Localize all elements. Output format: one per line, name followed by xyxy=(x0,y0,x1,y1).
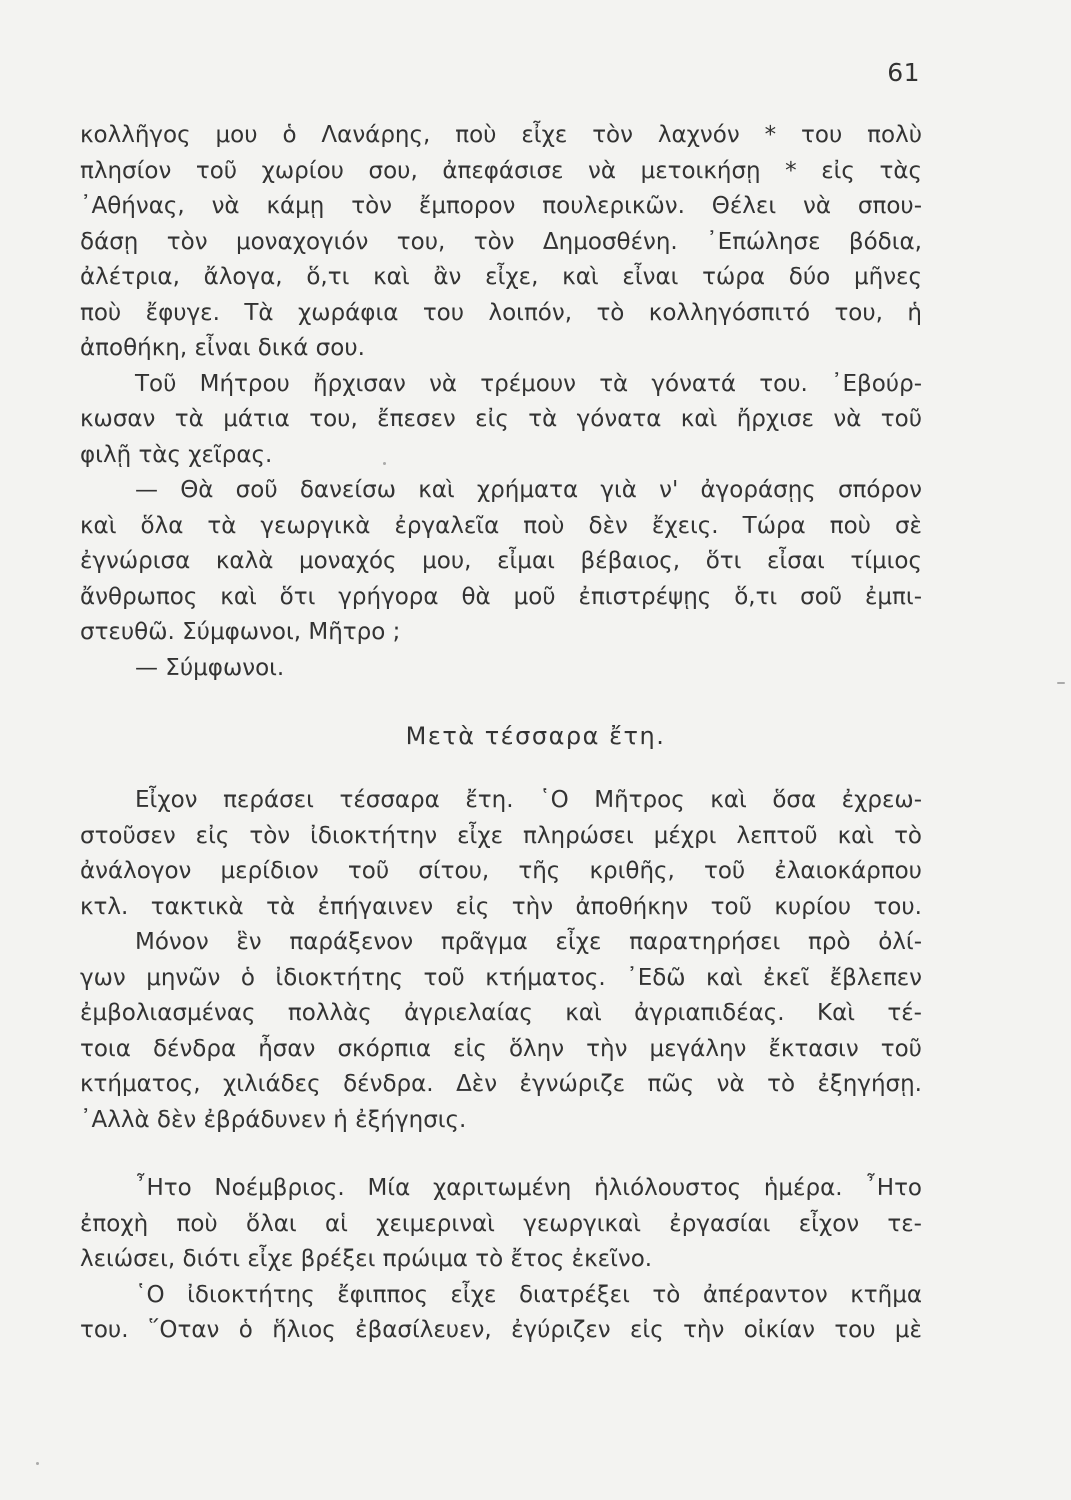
text-line: λειώσει, διότι εἶχε βρέξει πρώιμα τὸ ἔτος ἐκεῖνο. xyxy=(80,1246,653,1272)
text-line: κτήματος, χιλιάδες δένδρα. Δὲν ἐγνώριζε πῶς νὰ τὸ ἐξηγήσῃ. xyxy=(80,1071,922,1097)
text-line: φιλῇ τὰς χεῖρας. xyxy=(80,441,273,468)
text-block-dialogue xyxy=(80,118,922,686)
text-line: ἄνθρωπος καὶ ὅτι γρήγορα θὰ μοῦ ἐπιστρέψῃς ὅ,τι σοῦ ἐμπι- xyxy=(80,583,922,610)
text-block-november xyxy=(80,1171,922,1349)
text-line: κολλῆγος μου ὁ Λανάρης, ποὺ εἶχε τὸν λαχνόν * του πολὺ xyxy=(80,122,922,148)
text-line: του. ῞Οταν ὁ ἥλιος ἐβασίλευεν, ἐγύριζεν εἰς τὴν οἰκίαν του μὲ xyxy=(80,1317,922,1343)
text-line: ἀλέτρια, ἄλογα, ὅ,τι καὶ ἂν εἶχε, καὶ εἶναι τώρα δύο μῆνες xyxy=(80,264,922,290)
text-line: ἐποχὴ ποὺ ὅλαι αἱ χειμεριναὶ γεωργικαὶ ἐργασίαι εἶχον τε- xyxy=(80,1210,922,1237)
text-line: τοια δένδρα ἦσαν σκόρπια εἰς ὅλην τὴν μεγάλην ἔκτασιν τοῦ xyxy=(80,1035,922,1062)
text-block-four-years xyxy=(80,783,922,1138)
text-line: Μόνον ἓν παράξενον πρᾶγμα εἶχε παρατηρήσει πρὸ ὀλί- xyxy=(135,929,922,955)
text-line: δάσῃ τὸν μοναχογιόν του, τὸν Δημοσθένη. ᾿Επώλησε βόδια, xyxy=(80,228,922,255)
text-line: Τοῦ Μήτρου ἤρχισαν νὰ τρέμουν τὰ γόνατά του. ᾿Εβούρ- xyxy=(135,370,922,397)
text-line: καὶ ὅλα τὰ γεωργικὰ ἐργαλεῖα ποὺ δὲν ἔχεις. Τώρα ποὺ σὲ xyxy=(80,512,922,539)
text-line: Εἶχον περάσει τέσσαρα ἔτη. ῾Ο Μῆτρος καὶ ὅσα ἐχρεω- xyxy=(135,787,922,813)
text-line: ἐγνώρισα καλὰ μοναχός μου, εἶμαι βέβαιος, ὅτι εἶσαι τίμιος xyxy=(80,548,922,574)
text-line: ῾Ο ἰδιοκτήτης ἔφιππος εἶχε διατρέξει τὸ ἀπέραντον κτῆμα xyxy=(135,1281,922,1308)
text-line: ῏Ητο Νοέμβριος. Μία χαριτωμένη ἡλιόλουστος ἡμέρα. ῏Ητο xyxy=(135,1175,922,1201)
text-line: ἀποθήκη, εἶναι δικά σου. xyxy=(80,335,365,361)
text-line: ᾿Αλλὰ δὲν ἐβράδυνεν ἡ ἐξήγησις. xyxy=(80,1106,467,1133)
text-line: ᾿Αθήνας, νὰ κάμῃ τὸν ἔμπορον πουλερικῶν. Θέλει νὰ σπου- xyxy=(80,193,922,219)
scan-speck xyxy=(383,462,386,465)
section-heading: Μετὰ τέσσαρα ἔτη. xyxy=(405,722,666,750)
text-line: — Σύμφωνοι. xyxy=(135,654,285,681)
text-line: πλησίον τοῦ χωρίου σου, ἀπεφάσισε νὰ μετοικήσῃ * εἰς τὰς xyxy=(80,157,922,184)
text-line: στευθῶ. Σύμφωνοι, Μῆτρο ; xyxy=(80,619,401,645)
text-line: ἐμβολιασμένας πολλὰς ἀγριελαίας καὶ ἀγριαπιδέας. Καὶ τέ- xyxy=(80,1000,922,1026)
scan-speck xyxy=(36,1462,39,1465)
text-line: κωσαν τὰ μάτια του, ἔπεσεν εἰς τὰ γόνατα καὶ ἤρχισε νὰ τοῦ xyxy=(80,406,922,432)
text-line: γων μηνῶν ὁ ἰδιοκτήτης τοῦ κτήματος. ᾿Εδῶ καὶ ἐκεῖ ἔβλεπεν xyxy=(80,964,922,991)
text-line: ἀνάλογον μερίδιον τοῦ σίτου, τῆς κριθῆς, τοῦ ἐλαιοκάρπου xyxy=(80,858,922,884)
text-line: κτλ. τακτικὰ τὰ ἐπήγαινεν εἰς τὴν ἀποθήκην τοῦ κυρίου του. xyxy=(80,893,922,920)
text-line: ποὺ ἔφυγε. Τὰ χωράφια του λοιπόν, τὸ κολληγόσπιτό του, ἡ xyxy=(80,299,922,326)
scan-speck xyxy=(1057,682,1065,684)
text-line: στοῦσεν εἰς τὸν ἰδιοκτήτην εἶχε πληρώσει μέχρι λεπτοῦ καὶ τὸ xyxy=(80,822,922,849)
text-line: — Θὰ σοῦ δανείσω καὶ χρήματα γιὰ ν' ἀγοράσῃς σπόρον xyxy=(135,477,922,503)
page-number: 61 xyxy=(887,58,920,87)
